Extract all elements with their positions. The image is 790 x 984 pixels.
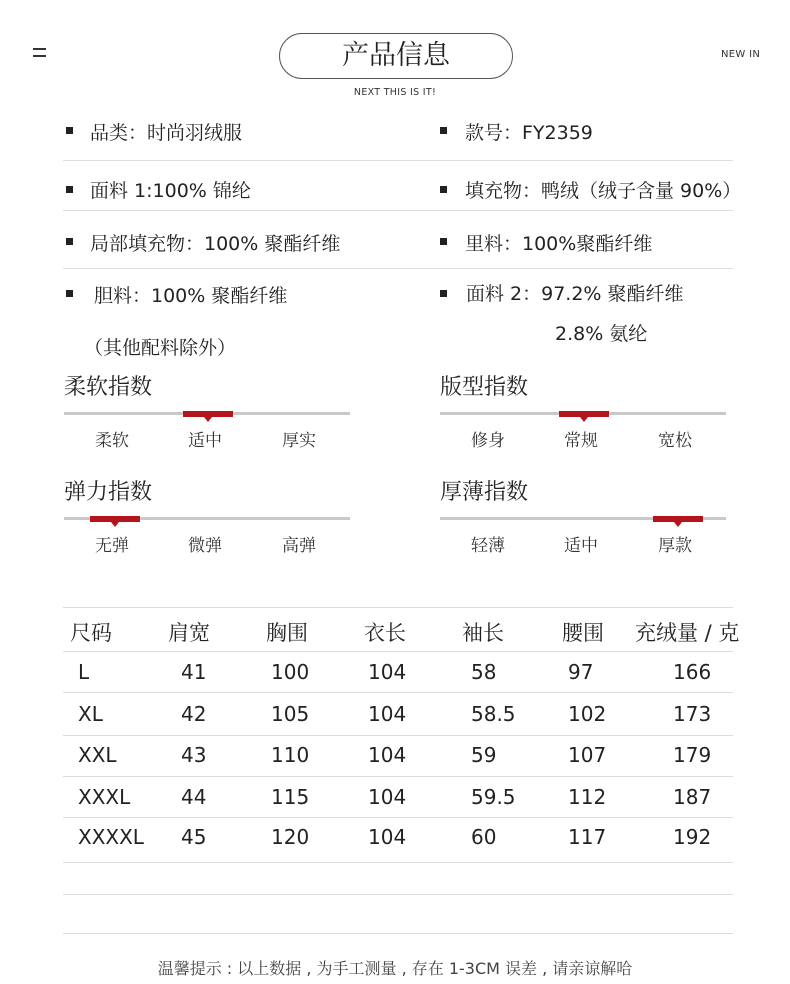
bullet-icon <box>66 186 73 193</box>
divider <box>63 268 733 269</box>
index-option: 轻薄 <box>471 536 505 556</box>
table-header-cell: 腰围 <box>562 621 604 645</box>
table-cell: 192 <box>673 825 712 849</box>
info-category: 品类：时尚羽绒服 <box>90 122 243 144</box>
hamburger-icon[interactable] <box>33 48 46 57</box>
info-note: （其他配料除外） <box>84 337 237 359</box>
table-cell: XXL <box>78 743 117 767</box>
index-option: 无弹 <box>95 536 129 556</box>
bullet-icon <box>66 127 73 134</box>
table-cell: 41 <box>181 660 207 684</box>
index-option: 厚款 <box>658 536 692 556</box>
table-cell: 112 <box>568 785 607 809</box>
bullet-icon <box>440 238 447 245</box>
info-inner: 胆料：100% 聚酯纤维 <box>94 285 288 307</box>
table-divider <box>63 692 733 693</box>
table-cell: 117 <box>568 825 607 849</box>
table-cell: 58.5 <box>471 702 516 726</box>
divider <box>63 160 733 161</box>
table-divider <box>63 862 733 863</box>
table-cell: 104 <box>368 785 407 809</box>
table-cell: 166 <box>673 660 712 684</box>
table-header-cell: 尺码 <box>70 621 112 645</box>
table-header-cell: 充绒量 / 克 <box>635 621 740 645</box>
table-cell: L <box>78 660 90 684</box>
index-title: 弹力指数 <box>64 480 153 505</box>
index-option: 微弹 <box>188 536 222 556</box>
table-header-cell: 肩宽 <box>168 621 210 645</box>
index-option: 宽松 <box>658 431 692 451</box>
table-cell: 104 <box>368 660 407 684</box>
info-fabric1: 面料 1:100% 锦纶 <box>90 180 251 202</box>
table-header-cell: 胸围 <box>266 621 308 645</box>
table-cell: 58 <box>471 660 497 684</box>
table-cell: 100 <box>271 660 310 684</box>
index-option: 厚实 <box>282 431 316 451</box>
table-cell: 173 <box>673 702 712 726</box>
info-lining: 里料：100%聚酯纤维 <box>465 233 653 255</box>
index-title: 厚薄指数 <box>440 480 529 505</box>
table-cell: 187 <box>673 785 712 809</box>
table-cell: 59.5 <box>471 785 516 809</box>
divider <box>63 210 733 211</box>
table-cell: 115 <box>271 785 310 809</box>
caret-down-icon <box>674 522 682 527</box>
table-cell: XXXL <box>78 785 131 809</box>
caret-down-icon <box>580 417 588 422</box>
table-cell: 104 <box>368 825 407 849</box>
caret-down-icon <box>204 417 212 422</box>
info-style-no: 款号：FY2359 <box>465 122 593 144</box>
bullet-icon <box>440 127 447 134</box>
table-divider <box>63 651 733 652</box>
table-cell: 97 <box>568 660 594 684</box>
table-cell: 45 <box>181 825 207 849</box>
info-local-filling: 局部填充物：100% 聚酯纤维 <box>90 233 341 255</box>
info-fabric2: 面料 2：97.2% 聚酯纤维 <box>466 283 684 305</box>
bullet-icon <box>440 186 447 193</box>
table-cell: 179 <box>673 743 712 767</box>
table-cell: 43 <box>181 743 207 767</box>
footer-tip: 温馨提示 : 以上数据 , 为手工测量 , 存在 1-3CM 误差 , 请亲谅解哈 <box>157 959 633 978</box>
page-title: 产品信息 <box>279 33 513 79</box>
table-cell: 105 <box>271 702 310 726</box>
table-cell: 44 <box>181 785 207 809</box>
index-title: 版型指数 <box>440 375 529 400</box>
info-fabric2-line2: 2.8% 氨纶 <box>555 323 648 345</box>
table-cell: 60 <box>471 825 497 849</box>
table-divider <box>63 735 733 736</box>
table-cell: 107 <box>568 743 607 767</box>
index-title: 柔软指数 <box>64 375 153 400</box>
bullet-icon <box>66 238 73 245</box>
table-header-cell: 袖长 <box>462 621 504 645</box>
info-filling: 填充物：鸭绒（绒子含量 90%） <box>465 180 742 202</box>
table-cell: XXXXL <box>78 825 144 849</box>
index-option: 常规 <box>564 431 598 451</box>
table-cell: 104 <box>368 702 407 726</box>
page-subtitle: NEXT THIS IS IT! <box>353 87 437 98</box>
table-cell: 42 <box>181 702 207 726</box>
table-divider <box>63 894 733 895</box>
table-header-cell: 衣长 <box>364 621 406 645</box>
bullet-icon <box>440 290 447 297</box>
new-in-link[interactable]: NEW IN <box>721 49 761 60</box>
table-divider <box>63 817 733 818</box>
caret-down-icon <box>111 522 119 527</box>
table-cell: 110 <box>271 743 310 767</box>
table-cell: 102 <box>568 702 607 726</box>
bullet-icon <box>66 290 73 297</box>
index-option: 修身 <box>471 431 505 451</box>
table-divider <box>63 776 733 777</box>
index-option: 适中 <box>564 536 598 556</box>
table-cell: 120 <box>271 825 310 849</box>
table-divider <box>63 607 733 608</box>
index-option: 高弹 <box>282 536 316 556</box>
index-option: 柔软 <box>95 431 129 451</box>
table-cell: XL <box>78 702 103 726</box>
table-cell: 59 <box>471 743 497 767</box>
table-cell: 104 <box>368 743 407 767</box>
index-option: 适中 <box>188 431 222 451</box>
table-divider <box>63 933 733 934</box>
